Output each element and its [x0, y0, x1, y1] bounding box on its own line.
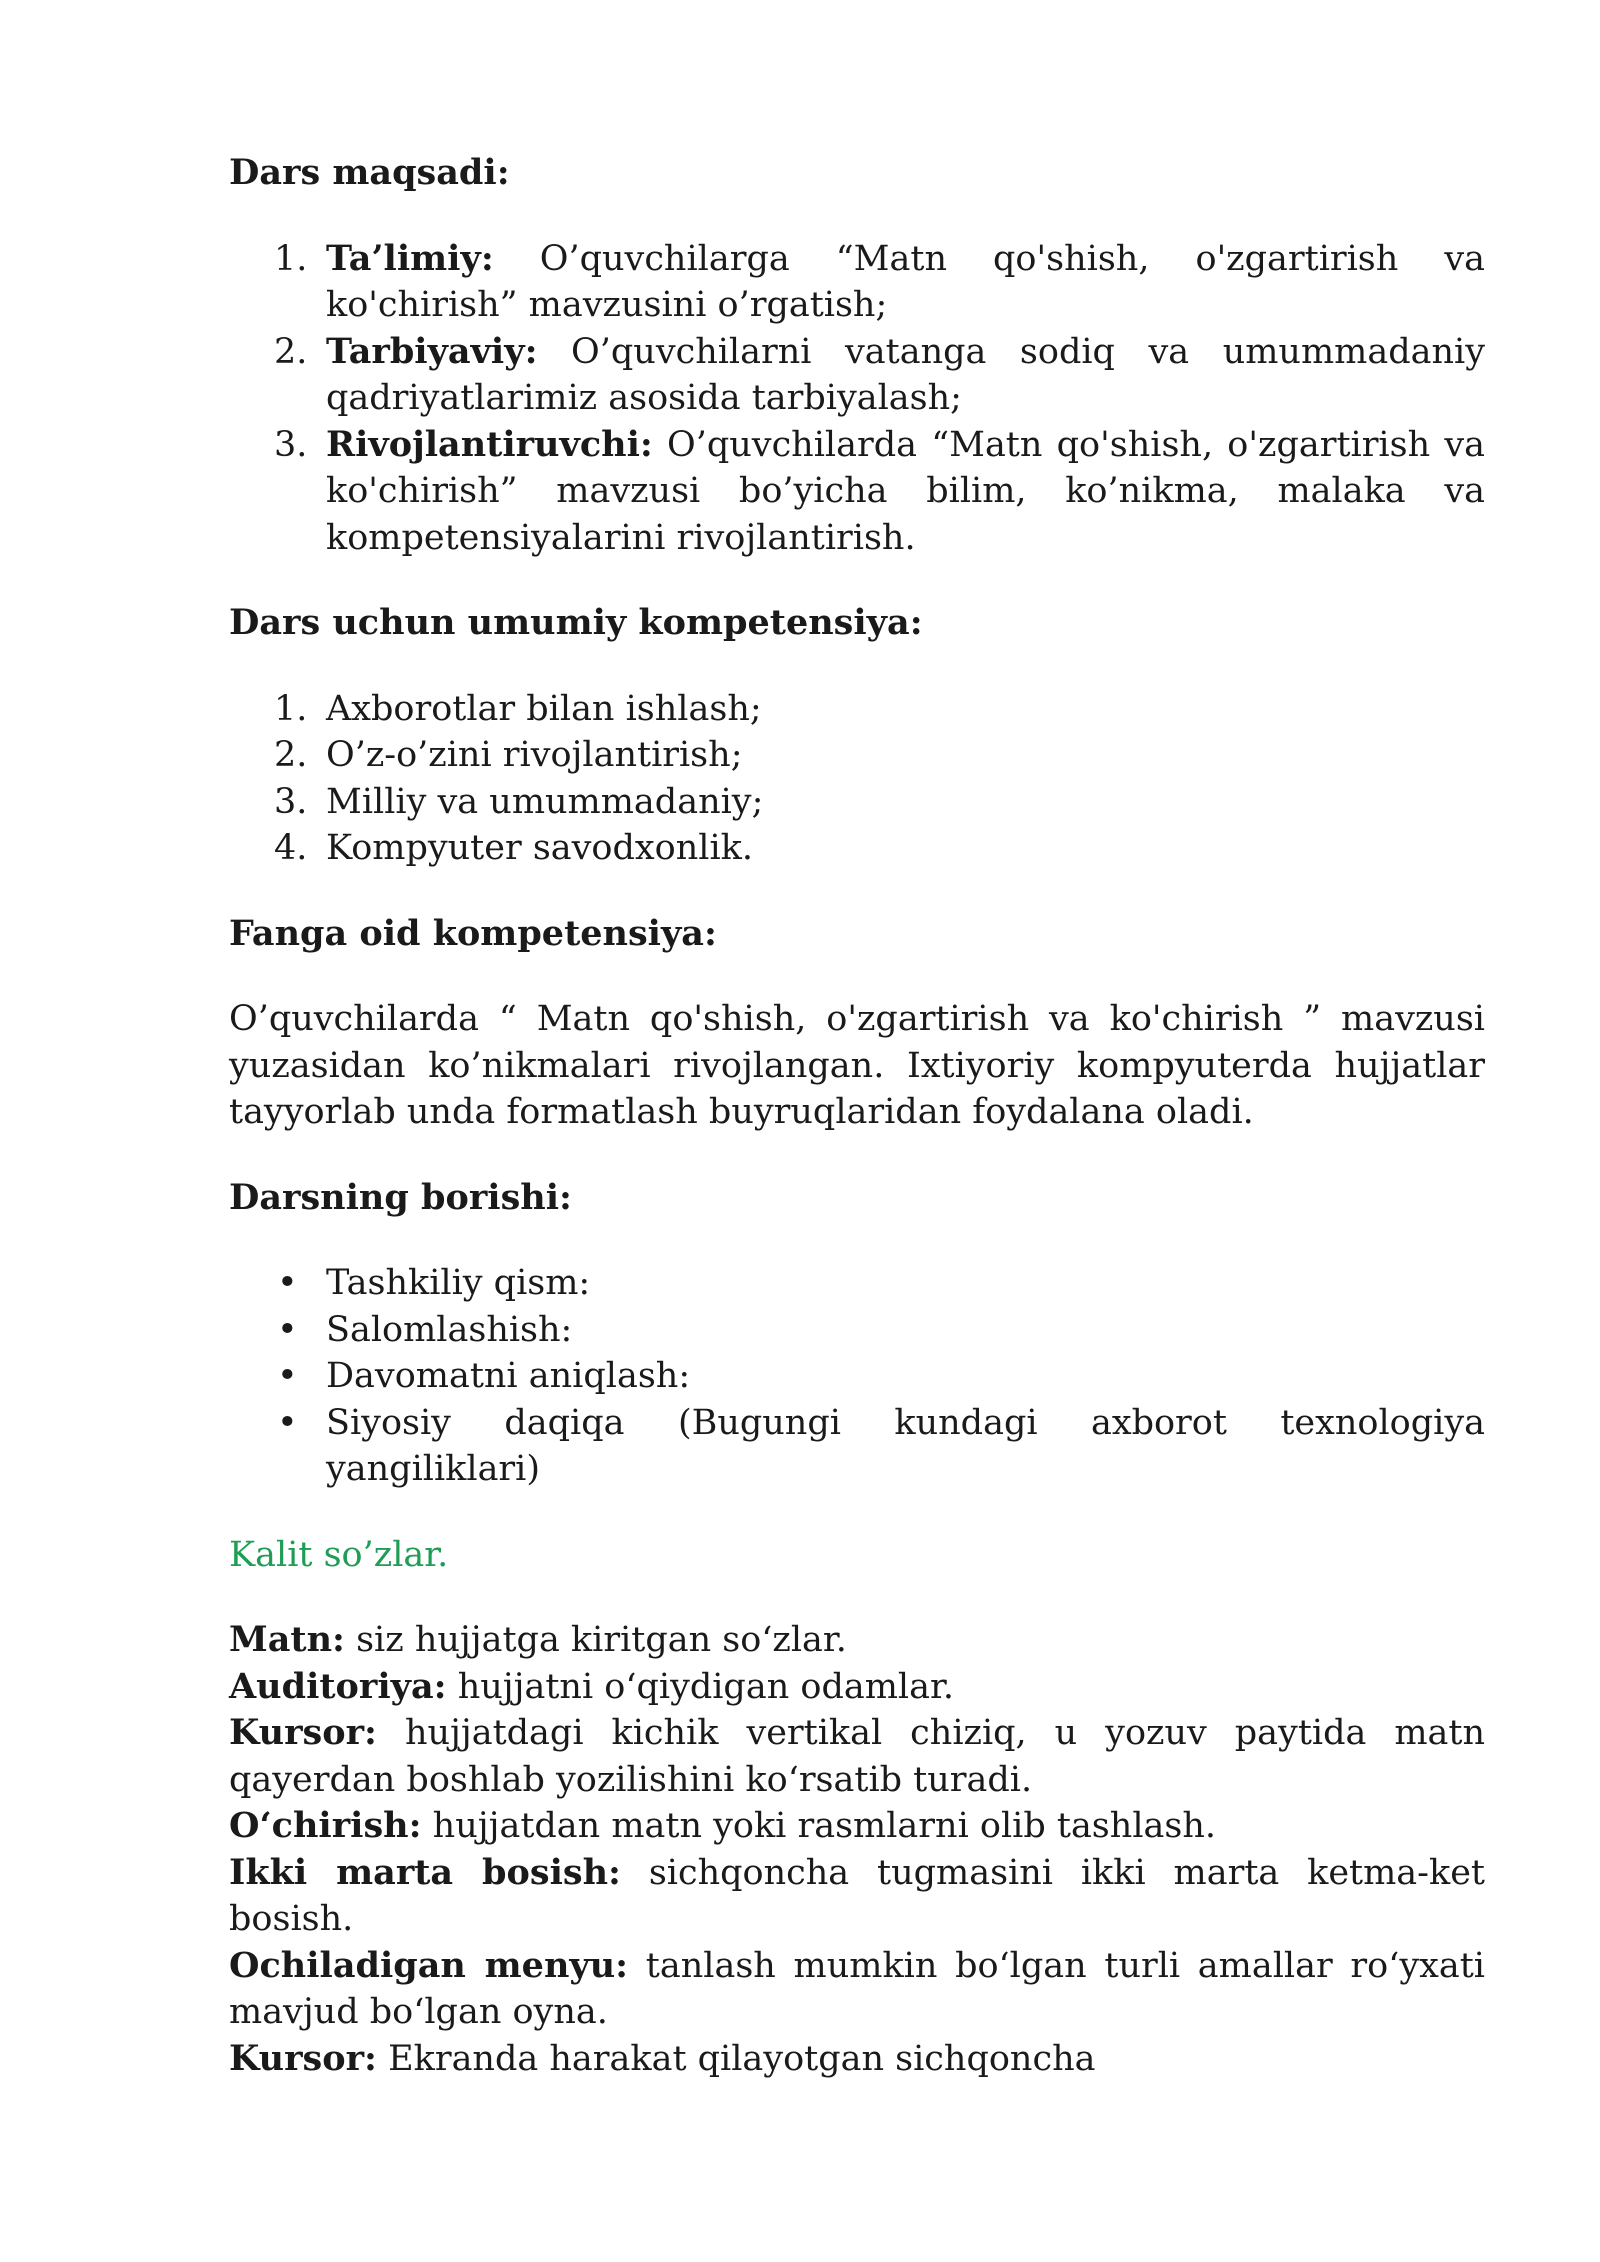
list-item: [229, 825, 1485, 872]
keyword-term: Auditoriya:: [229, 1665, 447, 1707]
goal-item: [229, 329, 1485, 422]
list-item-text: Salomlashish:: [326, 1309, 573, 1350]
goal-text: O’quvchilarni vatanga sodiq va umummadaniy qadriyatlarimiz asosida tarbiyalash;: [326, 331, 1485, 418]
general-competence-heading: Dars uchun umumiy kompetensiya:: [229, 602, 923, 643]
goal-term: Rivojlantiruvchi:: [326, 423, 653, 465]
keyword-definition: [229, 1850, 1485, 1943]
goal-text: O’quvchilarda “Matn qo'shish, o'zgartirish va ko'chirish” mavzusi bo’yicha bilim, ko’nikma, malaka va kompetensiyalarini rivojlantirish.: [326, 424, 1485, 558]
keyword-term: Ochiladigan menyu:: [229, 1944, 629, 1986]
keyword-text: sichqoncha tugmasini ikki marta ketma-ket bosish.: [229, 1852, 1485, 1939]
keyword-definition: [229, 1664, 1485, 1711]
list-number: 1.: [274, 238, 308, 279]
list-number: 1.: [274, 688, 308, 729]
goal-item: [229, 422, 1485, 562]
goal-term: Tarbiyaviy:: [326, 330, 538, 372]
keyword-term: Ikki marta bosish:: [229, 1851, 621, 1893]
keyword-term: O‘chirish:: [229, 1805, 422, 1846]
general-competence-list: [229, 686, 1485, 872]
list-item-text: Milliy va umummadaniy;: [326, 781, 764, 822]
list-number: 2.: [274, 331, 308, 372]
list-item-text: O’z-o’zini rivojlantirish;: [326, 735, 743, 775]
subject-competence-heading: Fanga oid kompetensiya:: [229, 912, 717, 954]
list-item: [229, 686, 1485, 733]
goals-heading: Dars maqsadi:: [229, 152, 510, 193]
bullet-icon: •: [277, 1356, 298, 1396]
keyword-term: Matn:: [229, 1619, 345, 1660]
keyword-definition: [229, 1710, 1485, 1803]
list-item: [229, 779, 1485, 826]
keyword-definition: [229, 1943, 1485, 2036]
list-item: [229, 1260, 1485, 1307]
keyword-text: hujjatni o‘qiydigan odamlar.: [446, 1666, 954, 1707]
goal-term: Ta’limiy:: [326, 237, 494, 279]
list-item-text: Kompyuter savodxonlik.: [326, 828, 753, 868]
keyword-definition: [229, 1803, 1485, 1850]
list-item-text: Davomatni aniqlash:: [326, 1356, 691, 1396]
keyword-text: siz hujjatga kiritgan so‘zlar.: [344, 1620, 847, 1660]
keyword-term: Kursor:: [229, 2037, 377, 2079]
goals-list: [229, 236, 1485, 562]
list-item: [229, 1400, 1485, 1493]
goal-item: [229, 236, 1485, 329]
keyword-definition: [229, 2036, 1485, 2083]
keyword-text: Ekranda harakat qilayotgan sichqoncha: [376, 2038, 1096, 2079]
bullet-icon: •: [277, 1309, 298, 1350]
list-item-text: Siyosiy daqiqa (Bugungi kundagi axborot texnologiya yangiliklari): [326, 1402, 1485, 1489]
subject-competence-paragraph: O’quvchilarda “ Matn qo'shish, o'zgartirish va ko'chirish ” mavzusi yuzasidan ko’nikmalari rivojlangan. Ixtiyoriy kompyuterda hujjatlar tayyorlab unda formatlash buyruqlaridan foydalana oladi.: [229, 999, 1485, 1132]
list-item-text: Tashkiliy qism:: [326, 1263, 591, 1303]
list-number: 4.: [274, 828, 308, 868]
keyword-term: Kursor:: [229, 1712, 377, 1753]
lesson-flow-list: [229, 1260, 1485, 1493]
keyword-text: hujjatdagi kichik vertikal chiziq, u yozuv paytida matn qayerdan boshlab yozilishini ko‘rsatib turadi.: [229, 1713, 1485, 1800]
list-item: [229, 1353, 1485, 1400]
lesson-flow-heading: Darsning borishi:: [229, 1176, 572, 1218]
bullet-icon: •: [277, 1402, 298, 1443]
list-item: [229, 732, 1485, 779]
keywords-list: [229, 1617, 1485, 2082]
keyword-definition: [229, 1617, 1485, 1664]
list-number: 3.: [274, 424, 308, 465]
list-item: [229, 1307, 1485, 1354]
list-number: 2.: [274, 735, 308, 775]
keyword-text: hujjatdan matn yoki rasmlarni olib tashlash.: [421, 1806, 1217, 1846]
list-item-text: Axborotlar bilan ishlash;: [326, 688, 762, 729]
keywords-heading: Kalit so’zlar.: [229, 1534, 449, 1575]
keyword-text: tanlash mumkin bo‘lgan turli amallar ro‘yxati mavjud bo‘lgan oyna.: [229, 1945, 1485, 2032]
goal-text: O’quvchilarga “Matn qo'shish, o'zgartirish va ko'chirish” mavzusini o’rgatish;: [326, 238, 1485, 325]
bullet-icon: •: [277, 1263, 298, 1303]
list-number: 3.: [274, 781, 308, 822]
